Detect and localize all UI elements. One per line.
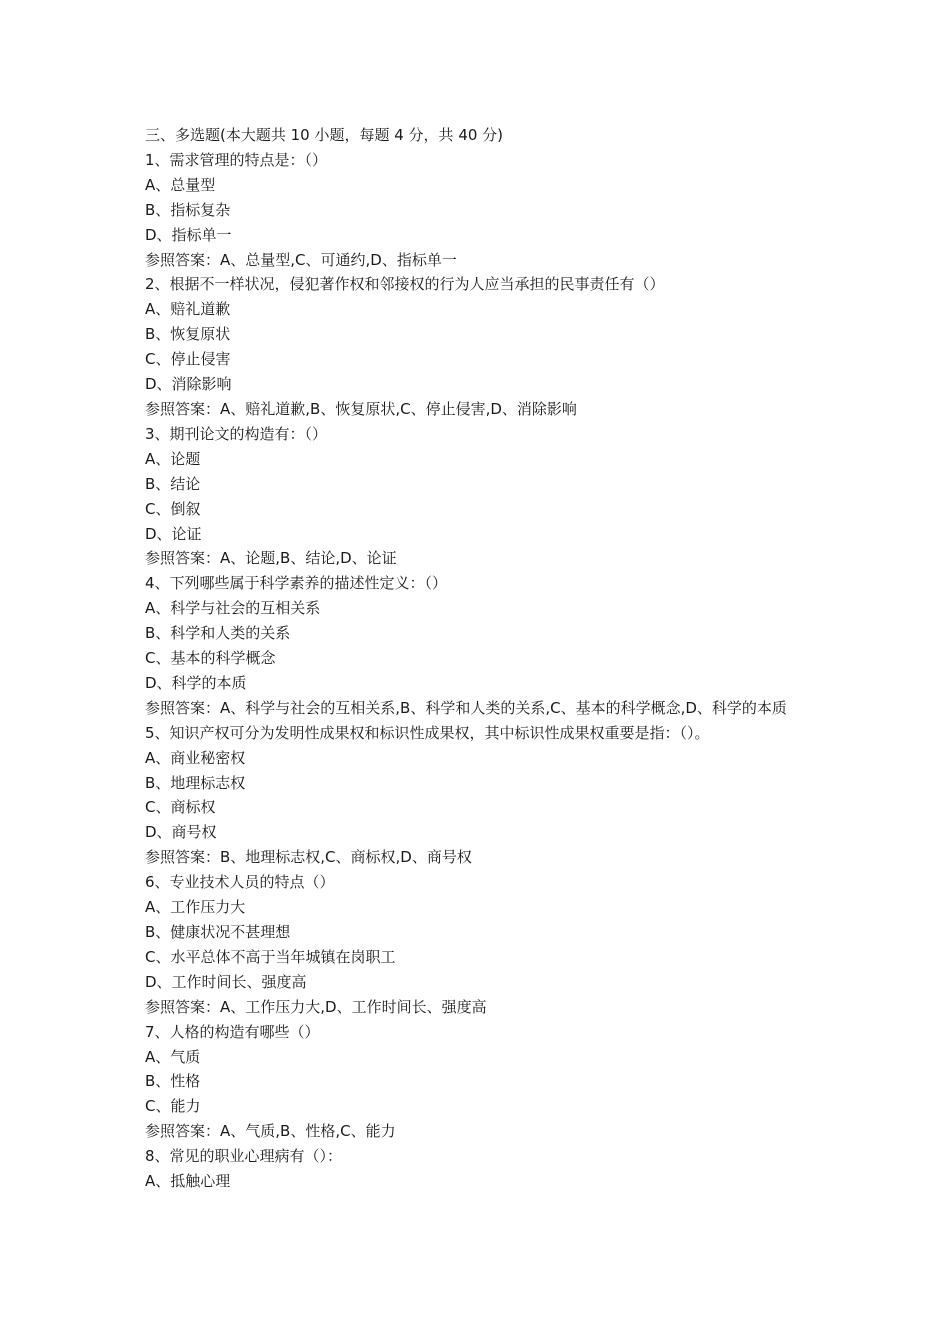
- option-line: C、能力: [145, 1097, 201, 1116]
- option-line: B、指标复杂: [145, 200, 231, 219]
- option-line: A、科学与社会的互相关系: [145, 599, 321, 618]
- option-line: D、指标单一: [145, 225, 232, 244]
- option-line: A、论题: [145, 449, 201, 468]
- option-line: B、恢复原状: [145, 325, 231, 344]
- question-3: 3、期刊论文的构造有：（）: [145, 424, 328, 443]
- option-line: D、商号权: [145, 823, 217, 842]
- question-2: 2、根据不一样状况，侵犯著作权和邻接权的行为人应当承担的民事责任有（）: [145, 275, 665, 294]
- answer-line: 参照答案：A、论题,B、结论,D、论证: [145, 549, 397, 568]
- question-1: 1、需求管理的特点是：（）: [145, 150, 328, 169]
- option-line: C、停止侵害: [145, 350, 231, 369]
- option-line: A、总量型: [145, 175, 216, 194]
- answer-line: 参照答案：A、工作压力大,D、工作时间长、强度高: [145, 997, 487, 1016]
- answer-line: 参照答案：A、科学与社会的互相关系,B、科学和人类的关系,C、基本的科学概念,D、科学的本质: [145, 698, 787, 717]
- option-line: A、气质: [145, 1047, 201, 1066]
- question-7: 7、人格的构造有哪些（）: [145, 1022, 320, 1041]
- option-line: C、倒叙: [145, 499, 201, 518]
- option-line: C、商标权: [145, 798, 216, 817]
- section-heading: 三、多选题(本大题共 10 小题，每题 4 分，共 40 分): [145, 126, 504, 144]
- option-line: B、科学和人类的关系: [145, 624, 291, 643]
- option-line: C、水平总体不高于当年城镇在岗职工: [145, 947, 396, 966]
- option-line: A、抵触心理: [145, 1172, 231, 1191]
- option-line: D、科学的本质: [145, 673, 247, 692]
- option-line: B、性格: [145, 1072, 201, 1091]
- question-5: 5、知识产权可分为发明性成果权和标识性成果权，其中标识性成果权重要是指：（）。: [145, 723, 710, 742]
- answer-line: 参照答案：A、赔礼道歉,B、恢复原状,C、停止侵害,D、消除影响: [145, 399, 577, 418]
- option-line: A、工作压力大: [145, 898, 246, 917]
- question-8: 8、常见的职业心理病有（）：: [145, 1147, 343, 1166]
- option-line: B、结论: [145, 474, 201, 493]
- option-line: A、商业秘密权: [145, 748, 246, 767]
- option-line: A、赔礼道歉: [145, 300, 231, 319]
- option-line: D、论证: [145, 524, 202, 543]
- answer-line: 参照答案：B、地理标志权,C、商标权,D、商号权: [145, 848, 472, 867]
- question-4: 4、下列哪些属于科学素养的描述性定义：（）: [145, 574, 448, 593]
- option-line: B、健康状况不甚理想: [145, 923, 291, 941]
- option-line: C、基本的科学概念: [145, 649, 276, 668]
- option-line: D、工作时间长、强度高: [145, 972, 307, 991]
- answer-line: 参照答案：A、总量型,C、可通约,D、指标单一: [145, 250, 457, 269]
- answer-line: 参照答案：A、气质,B、性格,C、能力: [145, 1122, 396, 1141]
- question-6: 6、专业技术人员的特点（）: [145, 873, 335, 892]
- option-line: D、消除影响: [145, 375, 232, 394]
- document-body: [145, 123, 815, 1194]
- option-line: B、地理标志权: [145, 773, 246, 792]
